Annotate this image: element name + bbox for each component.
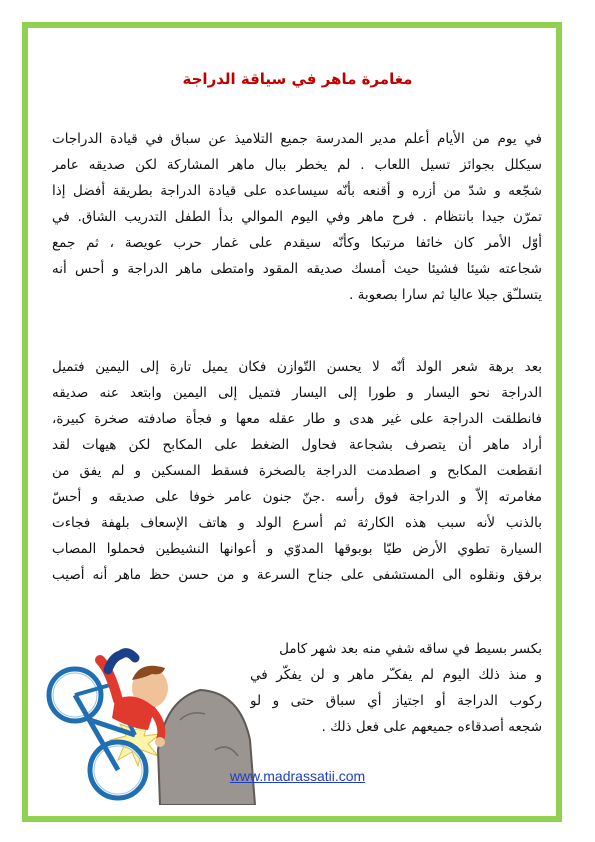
text-line: و منذ ذلك اليوم لم يفكـّر ماهر و لن يفكّر في xyxy=(250,667,542,683)
paragraph-2 xyxy=(52,354,542,588)
website-link[interactable]: www.madrassatii.com xyxy=(229,768,366,784)
text-line: فانطلقت الدراجة على غير هدى و طار عقله معها و فجأة صادفته صخرة كبيرة، xyxy=(52,411,542,427)
text-line: تمرّن جيدا بانتظام . فرح ماهر وفي اليوم الموالي بدأ الطفل التدريب الشاق. في xyxy=(52,209,542,225)
text-line: الدراجة نحو اليسار و طورا إلى اليسار فتميل إلى اليمين وابتعد عنه صديقه xyxy=(52,385,542,401)
text-line: يتسلـّق جبلا عاليا ثم سارا بصعوبة . xyxy=(349,287,542,303)
text-line: شجاعته شيئا فشيئا حيث أمسك صديقه المقود وامتطى ماهر الدراجة و أحس أنه xyxy=(52,261,542,277)
text-line: برفق ونقلوه الى المستشفى على جناح السرعة و من حسن حظ ماهر أنه أصيب xyxy=(52,567,542,583)
text-line: انقطعت المكابح و اصطدمت الدراجة بالصخرة فسقط المسكين و لم يفق من xyxy=(52,463,542,479)
text-line: شجعه أصدقاءه جميعهم على فعل ذلك . xyxy=(321,719,542,735)
text-line: بعد برهة شعر الولد أنّه لا يحسن التّوازن فكان يميل تارة إلى اليمين فتميل xyxy=(52,359,542,375)
text-line: السيارة تطوي الأرض طيّا بوبوقها المدوّي و أعوانها النشيطين فحملوا المصاب xyxy=(52,541,542,557)
text-line: شجّعه و شدّ من أزره و أقنعه بأنّه سيساعده على قيادة الدراجة بطريقة أفضل إذا xyxy=(52,183,542,199)
text-line: مغامرته إلاّ و الدراجة فوق رأسه .جنّ جنون عامر خوفا على صديقه و أحسّ xyxy=(52,489,542,505)
text-line: بالذنب لأنه سبب هذه الكارثة ثم أسرع الولد و هاتف الإسعاف بلهفة فجاءت xyxy=(52,515,542,531)
text-line: سيكلل بجوائز تسيل اللعاب . لم يخطر ببال ماهر المشاركة لكن صديقه عامر xyxy=(52,157,542,173)
paragraph-3 xyxy=(250,636,542,740)
text-line: في يوم من الأيام أعلم مدير المدرسة جميع التلاميذ عن سباق في قيادة الدراجات xyxy=(52,131,542,147)
text-line: بكسر بسيط في ساقه شفي منه بعد شهر كامل xyxy=(279,641,542,657)
text-line: أراد ماهر أن يتصرف بشجاعة فحاول الضغط على المكابح لكن هيهات لقد xyxy=(52,437,542,453)
story-title: مغامرة ماهر في سياقة الدراجة xyxy=(182,70,413,88)
paragraph-1 xyxy=(52,126,542,308)
text-line: ركوب الدراجة أو اجتياز أي سباق حتى و لو xyxy=(250,693,542,709)
text-line: أوّل الأمر كان خائفا مرتبكا وكأنّه سيقدم على غمار حرب عويصة ، ثم جمع xyxy=(52,235,542,251)
